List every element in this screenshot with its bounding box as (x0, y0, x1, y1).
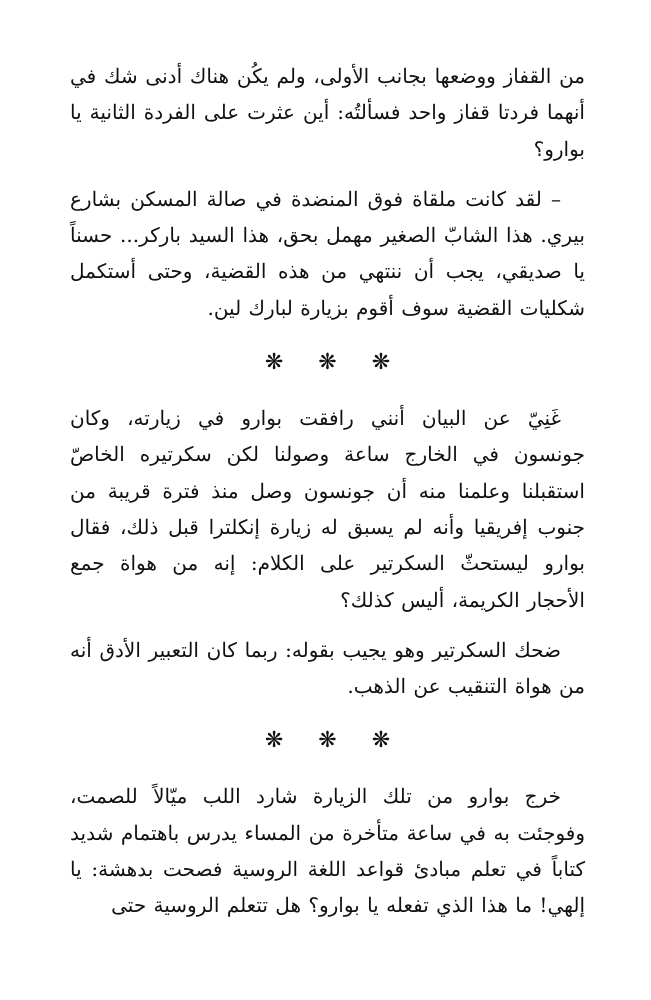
paragraph-3: غَنِيّ عن البيان أنني رافقت بوارو في زيارته، وكان جونسون في الخارج ساعة وصولنا لكن سكرتيره الخاصّ استقبلنا وعلمنا منه أن جونسون وصل منذ فترة قريبة من جنوب إفريقيا وأنه لم يسبق له زيارة إنكلترا قبل ذلك، فقال بوارو ليستحثّ السكرتير على الكلام: إنه من هواة جمع الأحجار الكريمة، أليس كذلك؟ (70, 406, 585, 612)
book-page (70, 58, 585, 924)
paragraph-2: – لقد كانت ملقاة فوق المنضدة في صالة المسكن بشارع بيري. هذا الشابّ الصغير مهمل بحق، هذا السيد باركر... حسناً يا صديقي، يجب أن ننتهي من هذه القضية، وحتى أستكمل شكليات القضية سوف أقوم بزيارة لبارك لين. (70, 186, 585, 320)
section-separator-2: ❋ ❋ ❋ (264, 728, 405, 754)
paragraph-1: من القفاز ووضعها بجانب الأولى، ولم يكُن هناك أدنى شك في أنهما فردتا قفاز واحد فسألتُه: أين عثرت على الفردة الثانية يا بوارو؟ (70, 64, 585, 161)
paragraph-4: ضحك السكرتير وهو يجيب بقوله: ربما كان التعبير الأدق أنه من هواة التنقيب عن الذهب. (70, 637, 585, 699)
section-separator-1: ❋ ❋ ❋ (264, 350, 405, 376)
paragraph-5: خرج بوارو من تلك الزيارة شارد اللب ميّالاً للصمت، وفوجئت به في ساعة متأخرة من المساء يدرس باهتمام شديد كتاباً في تعلم مبادئ قواعد اللغة الروسية فصحت بدهشة: يا إلهي! ما هذا الذي تفعله يا بوارو؟ هل تتعلم الروسية حتى (70, 784, 585, 918)
